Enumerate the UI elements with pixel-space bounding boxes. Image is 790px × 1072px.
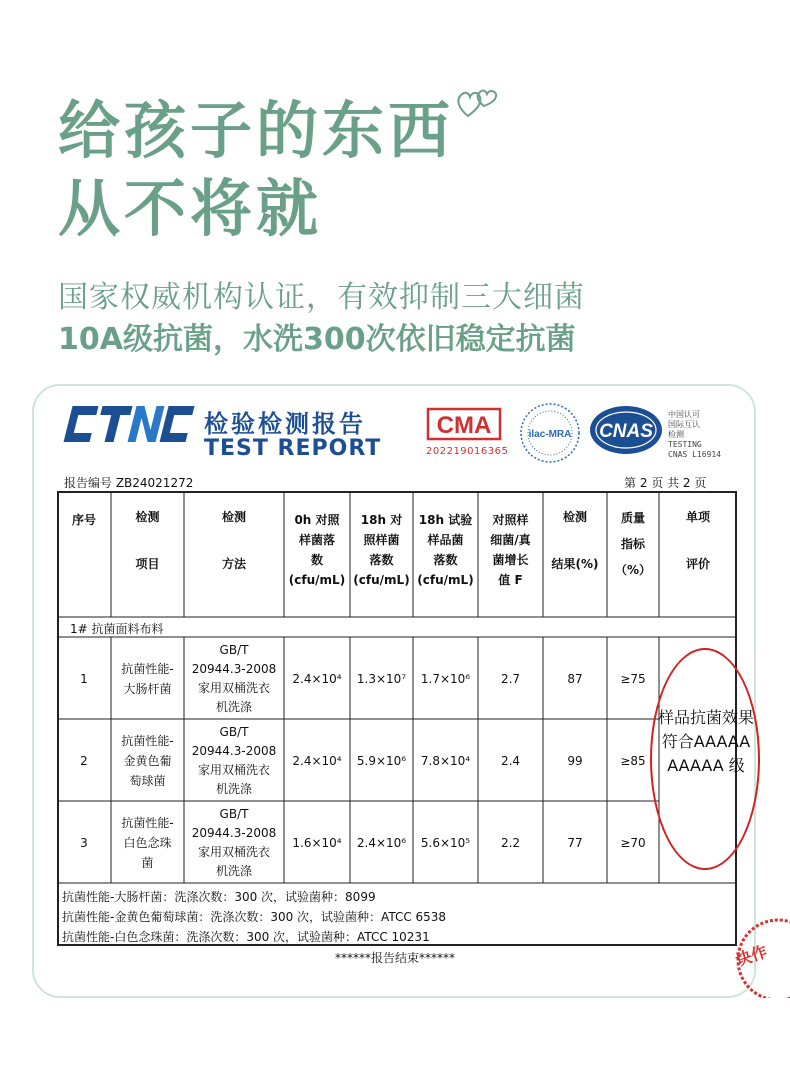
header-evaluation: 单项 评价 <box>685 509 710 571</box>
row3-0h: 1.6×10⁴ <box>292 836 342 850</box>
row3-no: 3 <box>80 836 88 850</box>
stamp-text: 块作 <box>733 941 770 970</box>
cnas-logo-icon <box>588 404 664 456</box>
header-18h-control: 18h 对 照样菌 落数 (cfu/mL) <box>353 513 410 587</box>
report-title-en: TEST REPORT <box>204 436 382 461</box>
row2-method: GB/T 20944.3-2008 家用双桶洗衣 机洗涤 <box>191 725 277 796</box>
row3-18h-control: 2.4×10⁶ <box>356 836 407 850</box>
note-candida: 抗菌性能-白色念珠菌：洗涤次数：300 次，试验菌种：ATCC 10231 <box>62 930 430 944</box>
headline-line-1: 给孩子的东西 <box>58 94 455 167</box>
note-staph: 抗菌性能-金黄色葡萄球菌：洗涤次数：300 次，试验菌种：ATCC 6538 <box>62 910 447 924</box>
row3-f: 2.2 <box>500 836 521 850</box>
row1-result: 87 <box>567 672 583 686</box>
cnas-label: CNAS <box>599 421 653 442</box>
header-quality-index: 质量 指标 （%） <box>614 511 652 577</box>
report-number: 报告编号 ZB24021272 <box>64 476 194 490</box>
report-title-cn: 检验检测报告 <box>204 410 366 438</box>
row3-18h-test: 5.6×10⁵ <box>420 836 471 850</box>
ctic-logo-icon <box>60 400 196 450</box>
header-growth-f: 对照样 细菌/真 菌增长 值 F <box>490 513 531 587</box>
header-test-method: 检测 方法 <box>221 509 246 571</box>
headline-line-2: 从不将就 <box>58 172 323 245</box>
cma-number: 202219016365 <box>426 446 509 457</box>
row1-no: 1 <box>80 672 88 686</box>
row2-index: ≥85 <box>620 754 646 768</box>
cma-logo-icon <box>426 405 506 445</box>
row2-no: 2 <box>80 754 88 768</box>
row1-18h-control: 1.3×10⁷ <box>356 672 407 686</box>
hearts-icon <box>456 86 500 120</box>
red-seal-stamp-icon <box>730 918 790 998</box>
row3-result: 77 <box>567 836 583 850</box>
section-fabric: 1# 抗菌面料布料 <box>70 622 164 636</box>
report-end: ******报告结束****** <box>334 951 455 965</box>
evaluation-text: 样品抗菌效果符合AAAAAAAAAA 级 <box>657 708 754 775</box>
row1-0h: 2.4×10⁴ <box>292 672 342 686</box>
row1-18h-test: 1.7×10⁶ <box>420 672 471 686</box>
row3-method: GB/T 20944.3-2008 家用双桶洗衣 机洗涤 <box>191 807 277 878</box>
note-ecoli: 抗菌性能-大肠杆菌：洗涤次数：300 次，试验菌种：8099 <box>62 890 376 904</box>
subtitle-antibacterial-grade: 10A级抗菌，水洗300次依旧稳定抗菌 <box>58 322 576 357</box>
ilac-mra-logo-icon <box>518 402 582 464</box>
row1-item: 抗菌性能- 大肠杆菌 <box>121 662 174 696</box>
row2-18h-test: 7.8×10⁴ <box>420 754 471 768</box>
page-number: 第 2 页 共 2 页 <box>624 476 707 490</box>
row2-item: 抗菌性能- 金黄色葡 萄球菌 <box>121 734 174 788</box>
row1-method: GB/T 20944.3-2008 家用双桶洗衣 机洗涤 <box>191 643 277 714</box>
row2-18h-control: 5.9×10⁶ <box>356 754 407 768</box>
row3-item: 抗菌性能- 白色念珠 菌 <box>121 816 174 870</box>
cma-label: CMA <box>436 412 492 439</box>
header-18h-test: 18h 试验 样品菌 落数 (cfu/mL) <box>417 513 474 587</box>
header-0h-control: 0h 对照 样菌落 数 (cfu/mL) <box>288 513 346 587</box>
row3-index: ≥70 <box>620 836 646 850</box>
ilac-label: ilac-MRA <box>528 429 572 440</box>
row2-result: 99 <box>567 754 583 768</box>
header-test-item: 检测 项目 <box>135 509 160 571</box>
header-result: 检测 结果(%) <box>551 509 599 571</box>
row2-0h: 2.4×10⁴ <box>292 754 342 768</box>
subtitle-certification: 国家权威机构认证，有效抑制三大细菌 <box>58 280 585 315</box>
header-index: 序号 <box>71 513 96 527</box>
row2-f: 2.4 <box>500 754 521 768</box>
row1-index: ≥75 <box>620 672 646 686</box>
row1-f: 2.7 <box>500 672 521 686</box>
cnas-accreditation-text: 中国认可 国际互认 检测 TESTING CNAS L16914 <box>668 410 721 459</box>
